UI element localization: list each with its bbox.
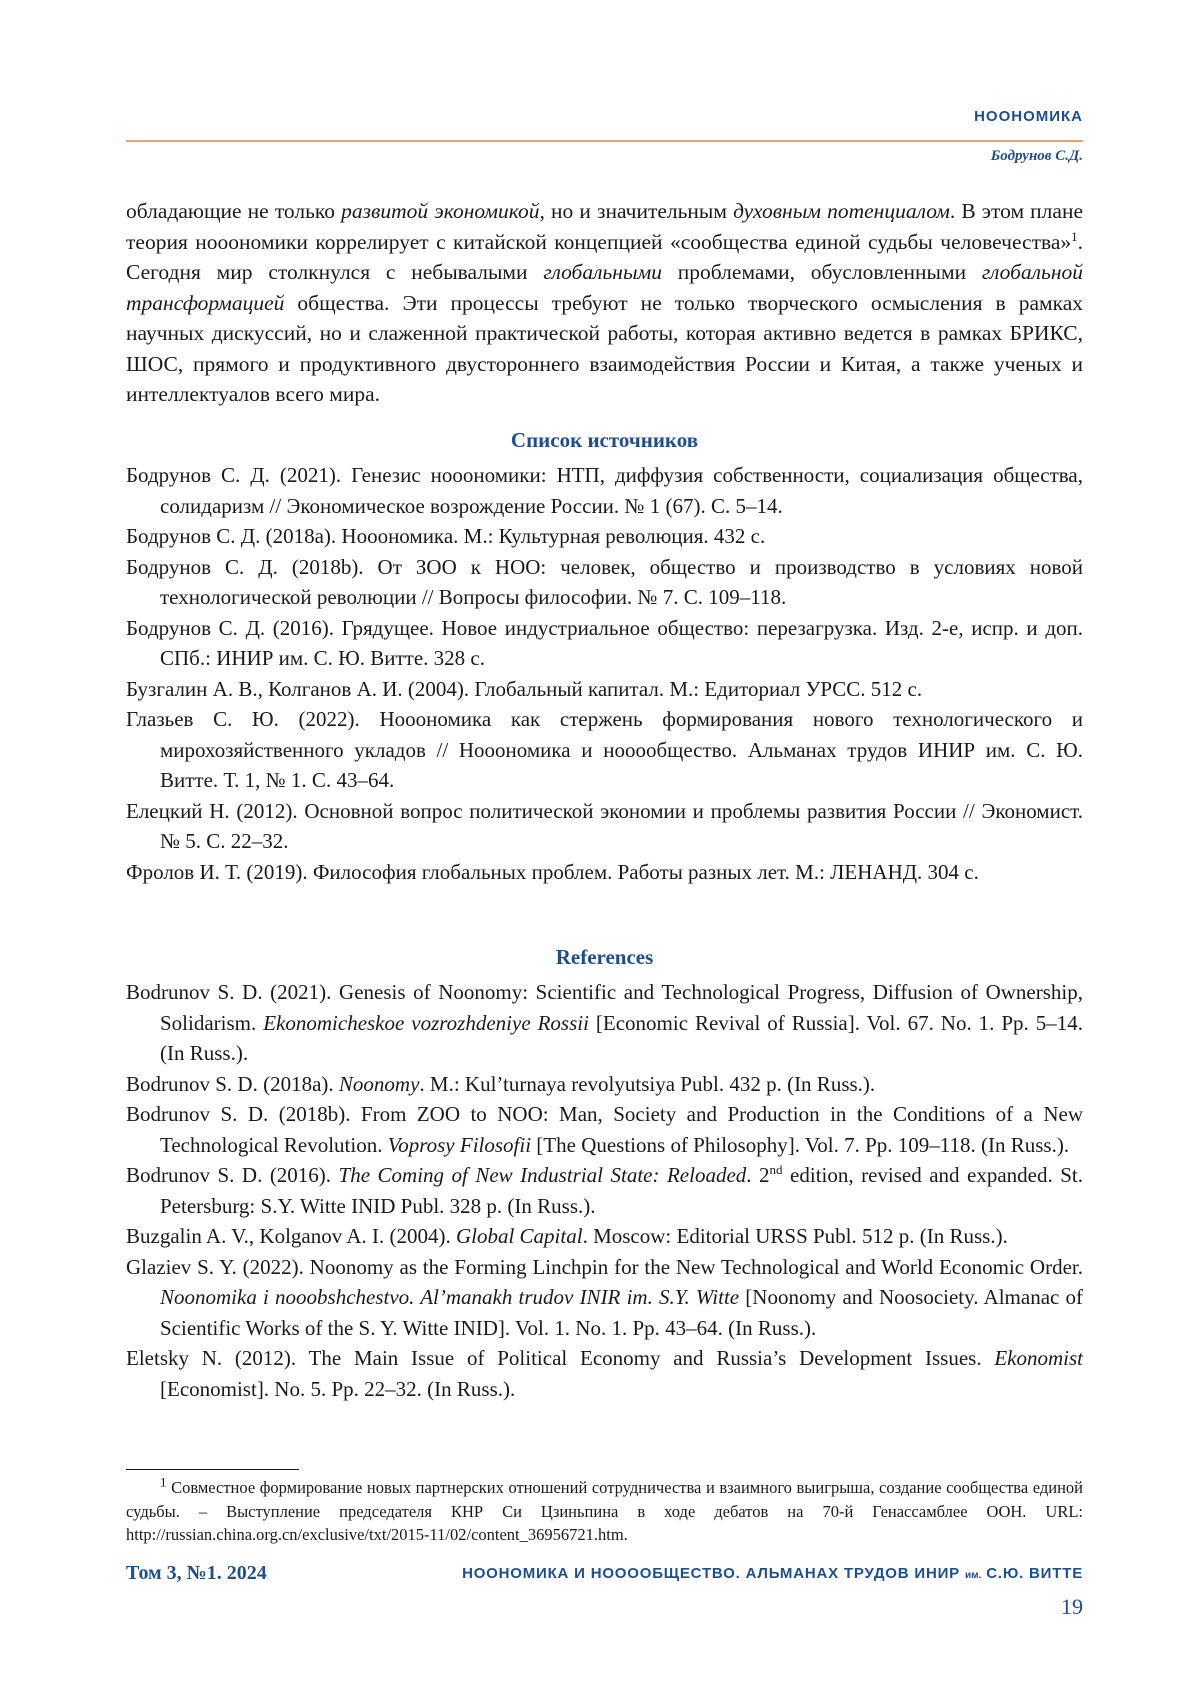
reference-item xyxy=(126,1252,1083,1344)
sources-heading: Список источников xyxy=(510,428,699,452)
reference-item xyxy=(126,1069,1083,1100)
text-run: [The Questions of Philosophy]. Vol. 7. Pp. 109–118. (In Russ.). xyxy=(531,1132,1070,1157)
text-run: им. xyxy=(964,1570,982,1581)
italic-run: Ekonomicheskoe vozrozhdeniye Rossii xyxy=(263,1010,589,1035)
text-run: [Economist]. No. 5. Pp. 22–32. (In Russ.). xyxy=(160,1376,516,1401)
ordinal-superscript: nd xyxy=(769,1162,783,1177)
sources-list xyxy=(126,460,1083,887)
page-number: 19 xyxy=(1061,1594,1083,1619)
running-header-author: Бодрунов С.Д. xyxy=(990,148,1083,164)
footer-journal-title xyxy=(462,1565,1083,1582)
text-run: Eletsky N. (2012). The Main Issue of Political Economy and Russia’s Development Issues. xyxy=(126,1346,995,1370)
italic-run: глобальными xyxy=(543,260,662,284)
italic-run: развитой экономикой xyxy=(341,199,540,223)
source-item: Глазьев С. Ю. (2022). Нооономика как стержень формирования нового технологического и мирохозяйственного укладов // Нооономика и нооообщество. Альманах трудов ИНИР им. С. Ю. Витте. Т. 1, № 1. С. 43–64. xyxy=(126,707,1083,792)
text-run: . Moscow: Editorial URSS Publ. 512 p. (In Russ.). xyxy=(582,1224,1008,1248)
source-item: Елецкий Н. (2012). Основной вопрос политической экономии и проблемы развития России // Экономист. № 5. С. 22–32. xyxy=(126,798,1083,853)
references-heading: References xyxy=(555,945,654,969)
references-list xyxy=(126,977,1083,1404)
footnote-number: 1 xyxy=(160,1474,167,1490)
italic-run: духовным потенциалом xyxy=(733,199,950,223)
source-item: Бодрунов С. Д. (2018b). От ЗОО к НОО: человек, общество и производство в условиях новой технологической революции // Вопросы философии. № 7. С. 109–118. xyxy=(126,554,1083,609)
footnote-marker[interactable]: 1 xyxy=(1071,228,1078,244)
issue-label: Том 3, №1. 2024 xyxy=(126,1562,267,1584)
reference-item xyxy=(126,1160,1083,1221)
text-run: Buzgalin A. V., Kolganov A. I. (2004). xyxy=(126,1224,456,1248)
footnote-text: Совместное формирование новых партнерских отношений сотрудничества и взаимного выигрыша, создание сообщества единой судьбы. – Выступление председателя КНР Си Цзиньпина в ходе дебатов на 70-й Генассамблее ООН. URL: http://russian.china.org.cn/exclusive/txt/2015-11/02/content_36956721.htm. xyxy=(126,1478,1083,1544)
text-run: . 2 xyxy=(746,1163,770,1187)
italic-run: Global Capital xyxy=(455,1224,583,1248)
italic-run: Noonomika i nooobshchestvo. Al’manakh trudov INIR im. S.Y. Witte xyxy=(160,1285,740,1309)
header-divider xyxy=(126,140,1083,142)
text-run: . Сегодня мир столкнулся с небывалыми xyxy=(126,229,1083,284)
text-run: Bodrunov S. D. (2018a). xyxy=(126,1071,339,1096)
text-run: Bodrunov S. D. (2018b). From ZOO to NOO: Man, Society and Production in the Conditions of a New Technological Revolution. xyxy=(126,1102,1083,1157)
italic-run: Ekonomist xyxy=(994,1346,1083,1370)
italic-run: Noonomy xyxy=(338,1071,420,1096)
reference-item xyxy=(126,1343,1083,1404)
footnote-divider xyxy=(126,1469,299,1470)
text-run: [Noonomy and Noosociety. Almanac of Scientific Works of the S. Y. Witte INID]. Vol. 1. No. 1. Pp. 43–64. (In Russ.). xyxy=(160,1285,1084,1340)
text-run: НООНОМИКА И НООООБЩЕСТВО. АЛЬМАНАХ ТРУДОВ ИНИР xyxy=(462,1565,965,1582)
text-run: . В этом плане теория нооономики коррелирует с китайской концепцией «сообщества единой судьбы человечества» xyxy=(126,199,1083,254)
text-run: обладающие не только xyxy=(126,199,342,223)
source-item: Бодрунов С. Д. (2021). Генезис нооономики: НТП, диффузия собственности, социализация общества, солидаризм // Экономическое возрождение России. № 1 (67). С. 5–14. xyxy=(126,463,1083,518)
reference-item xyxy=(126,977,1083,1069)
text-run: [Economic Revival of Russia]. Vol. 67. No. 1. Pp. 5–14. (In Russ.). xyxy=(160,1010,1083,1065)
source-item: Бузгалин А. В., Колганов А. И. (2004). Глобальный капитал. М.: Едиториал УРСС. 512 с. xyxy=(126,676,923,701)
text-run: С.Ю. ВИТТЕ xyxy=(981,1565,1083,1582)
italic-run: Voprosy Filosofii xyxy=(387,1132,532,1157)
text-run: , но и значительным xyxy=(539,199,734,223)
running-header-journal: НООНОМИКА xyxy=(974,108,1083,125)
text-run: общества. Эти процессы требуют не только творческого осмысления в рамках научных дискуссий, но и слаженной практической работы, которая активно ведется в рамках БРИКС, ШОС, прямого и продуктивного двустороннего взаимодействия России и Китая, а также ученых и интеллектуалов всего мира. xyxy=(126,290,1083,406)
source-item: Бодрунов С. Д. (2016). Грядущее. Новое индустриальное общество: перезагрузка. Изд. 2-е, испр. и доп. СПб.: ИНИР им. С. Ю. Витте. 328 с. xyxy=(126,615,1083,670)
text-run: . M.: Kul’turnaya revolyutsiya Publ. 432 p. (In Russ.). xyxy=(419,1071,876,1096)
text-run: Glaziev S. Y. (2022). Noonomy as the Forming Linchpin for the New Technological and World Economic Order. xyxy=(126,1254,1083,1279)
reference-item xyxy=(126,1221,1083,1252)
source-item: Фролов И. Т. (2019). Философия глобальных проблем. Работы разных лет. М.: ЛЕНАНД. 304 с. xyxy=(126,859,979,884)
italic-run: The Coming of New Industrial State: Reloaded xyxy=(338,1163,747,1187)
footnote xyxy=(126,1476,1083,1547)
italic-run: глобальной трансформацией xyxy=(126,260,1083,315)
body-paragraph xyxy=(126,196,1083,410)
text-run: Bodrunov S. D. (2016). xyxy=(126,1163,339,1187)
text-run: Bodrunov S. D. (2021). Genesis of Noonomy: Scientific and Technological Progress, Diffusion of Ownership, Solidarism. xyxy=(126,980,1083,1035)
text-run: edition, revised and expanded. St. Petersburg: S.Y. Witte INID Publ. 328 p. (In Russ.). xyxy=(160,1163,1084,1218)
source-item: Бодрунов С. Д. (2018a). Нооономика. М.: Культурная революция. 432 с. xyxy=(126,524,766,548)
reference-item xyxy=(126,1099,1083,1160)
text-run: проблемами, обусловленными xyxy=(661,260,982,284)
